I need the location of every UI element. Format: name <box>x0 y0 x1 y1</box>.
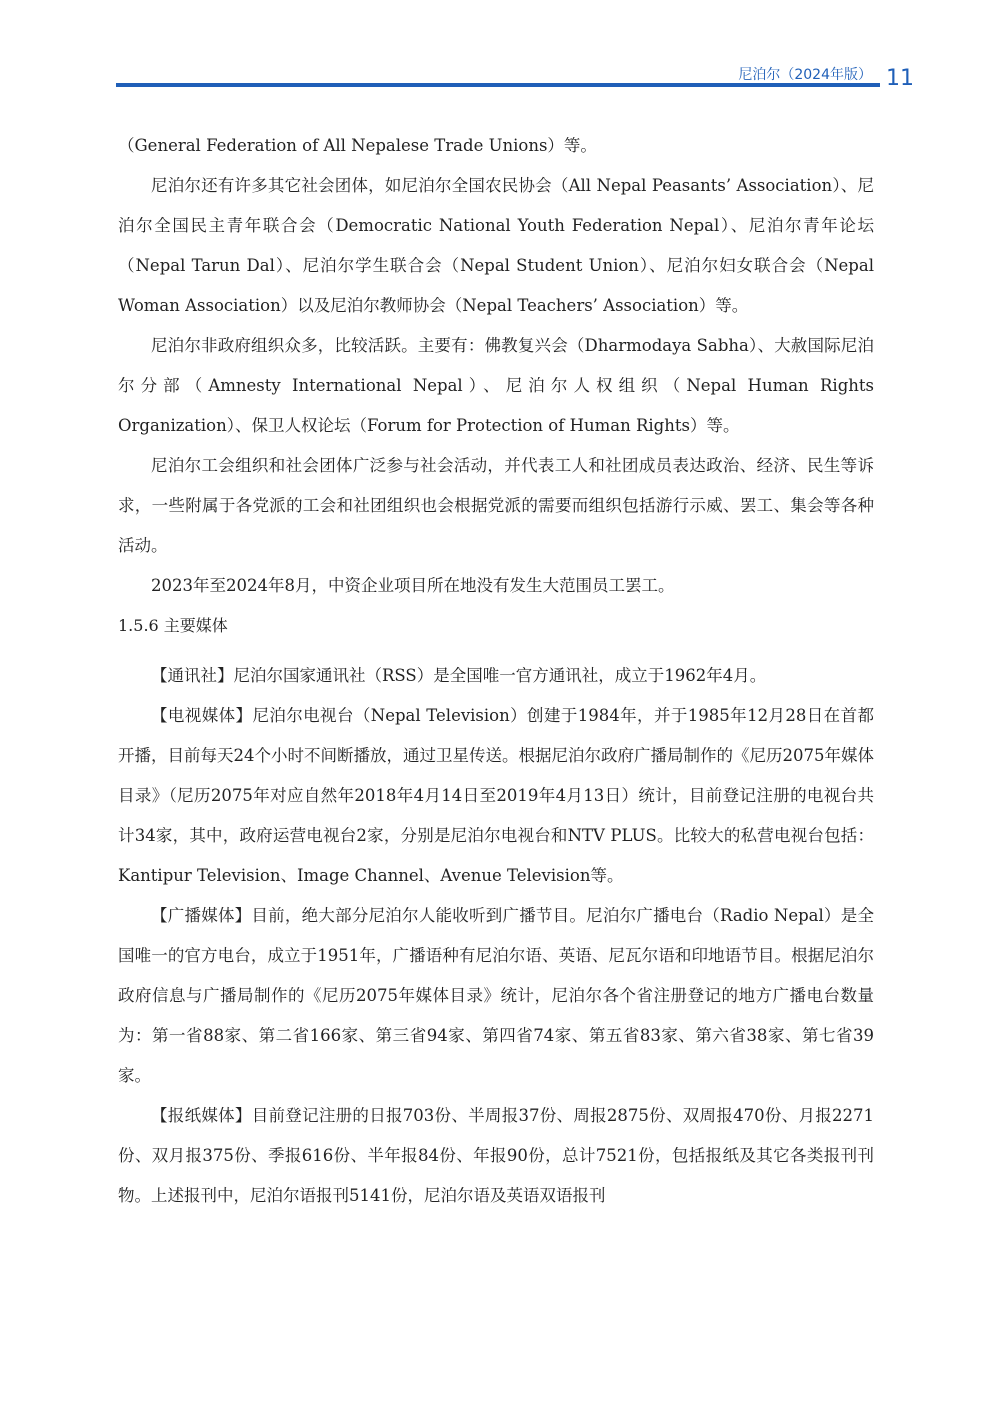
paragraph-2: 尼泊尔还有许多其它社会团体，如尼泊尔全国农民协会（All Nepal Peasants’ Association）、尼泊尔全国民主青年联合会（Democratic National Youth Federation Nepal）、尼泊尔青年论坛（Nepal Tarun Dal）、尼泊尔学生联合会（Nepal Student Union）、尼泊尔妇女联合会（Nepal Woman Association）以及尼泊尔教师协会（Nepal Teachers’ Association）等。 <box>118 176 874 315</box>
page-number: 11 <box>886 66 914 91</box>
document-body <box>118 126 874 1216</box>
media-text: 目前登记注册的日报703份、半周报37份、周报2875份、双周报470份、月报2271份、双月报375份、季报616份、半年报84份、年报90份，总计7521份，包括报纸及其它各类报刊刊物。上述报刊中，尼泊尔语报刊5141份，尼泊尔语及英语双语报刊 <box>118 1106 875 1205</box>
media-text: 目前，绝大部分尼泊尔人能收听到广播节目。尼泊尔广播电台（Radio Nepal）是全国唯一的官方电台，成立于1951年，广播语种有尼泊尔语、英语、尼瓦尔语和印地语节目。根据尼泊尔政府信息与广播局制作的《尼历2075年媒体目录》统计，尼泊尔各个省注册登记的地方广播电台数量为：第一省88家、第二省166家、第三省94家、第四省74家、第五省83家、第六省38家、第七省39家。 <box>118 906 874 1085</box>
header-rule <box>116 83 880 87</box>
paragraph-1: （General Federation of All Nepalese Trade Unions）等。 <box>118 136 597 155</box>
media-tag: 【广播媒体】 <box>151 906 252 925</box>
paragraph-5: 2023年至2024年8月，中资企业项目所在地没有发生大范围员工罢工。 <box>151 576 675 595</box>
media-tag: 【电视媒体】 <box>151 706 253 725</box>
paragraph-3: 尼泊尔非政府组织众多，比较活跃。主要有：佛教复兴会（Dharmodaya Sabha）、大赦国际尼泊尔分部（Amnesty International Nepal）、尼泊尔人权组织（Nepal Human Rights Organization）、保卫人权论坛（Forum for Protection of Human Rights）等。 <box>118 336 874 435</box>
media-text: 尼泊尔电视台（Nepal Television）创建于1984年，并于1985年12月28日在首都开播，目前每天24个小时不间断播放，通过卫星传送。根据尼泊尔政府广播局制作的《尼历2075年媒体目录》（尼历2075年对应自然年2018年4月14日至2019年4月13日）统计，目前登记注册的电视台共计34家，其中，政府运营电视台2家，分别是尼泊尔电视台和NTV PLUS。比较大的私营电视台包括：Kantipur Television、Image Channel、Avenue Television等。 <box>118 706 874 885</box>
page-header <box>0 0 992 100</box>
header-title: 尼泊尔（2024年版） <box>738 67 872 83</box>
media-television <box>118 696 874 896</box>
section-heading: 1.5.6 主要媒体 <box>118 616 228 635</box>
media-newspaper <box>118 1096 874 1216</box>
media-tag: 【通讯社】 <box>151 666 234 685</box>
paragraph-4: 尼泊尔工会组织和社会团体广泛参与社会活动，并代表工人和社团成员表达政治、经济、民生等诉求，一些附属于各党派的工会和社团组织也会根据党派的需要而组织包括游行示威、罢工、集会等各种活动。 <box>118 456 874 555</box>
media-radio <box>118 896 874 1096</box>
media-news-agency <box>118 656 874 696</box>
media-text: 尼泊尔国家通讯社（RSS）是全国唯一官方通讯社，成立于1962年4月。 <box>233 666 767 685</box>
media-tag: 【报纸媒体】 <box>151 1106 252 1125</box>
